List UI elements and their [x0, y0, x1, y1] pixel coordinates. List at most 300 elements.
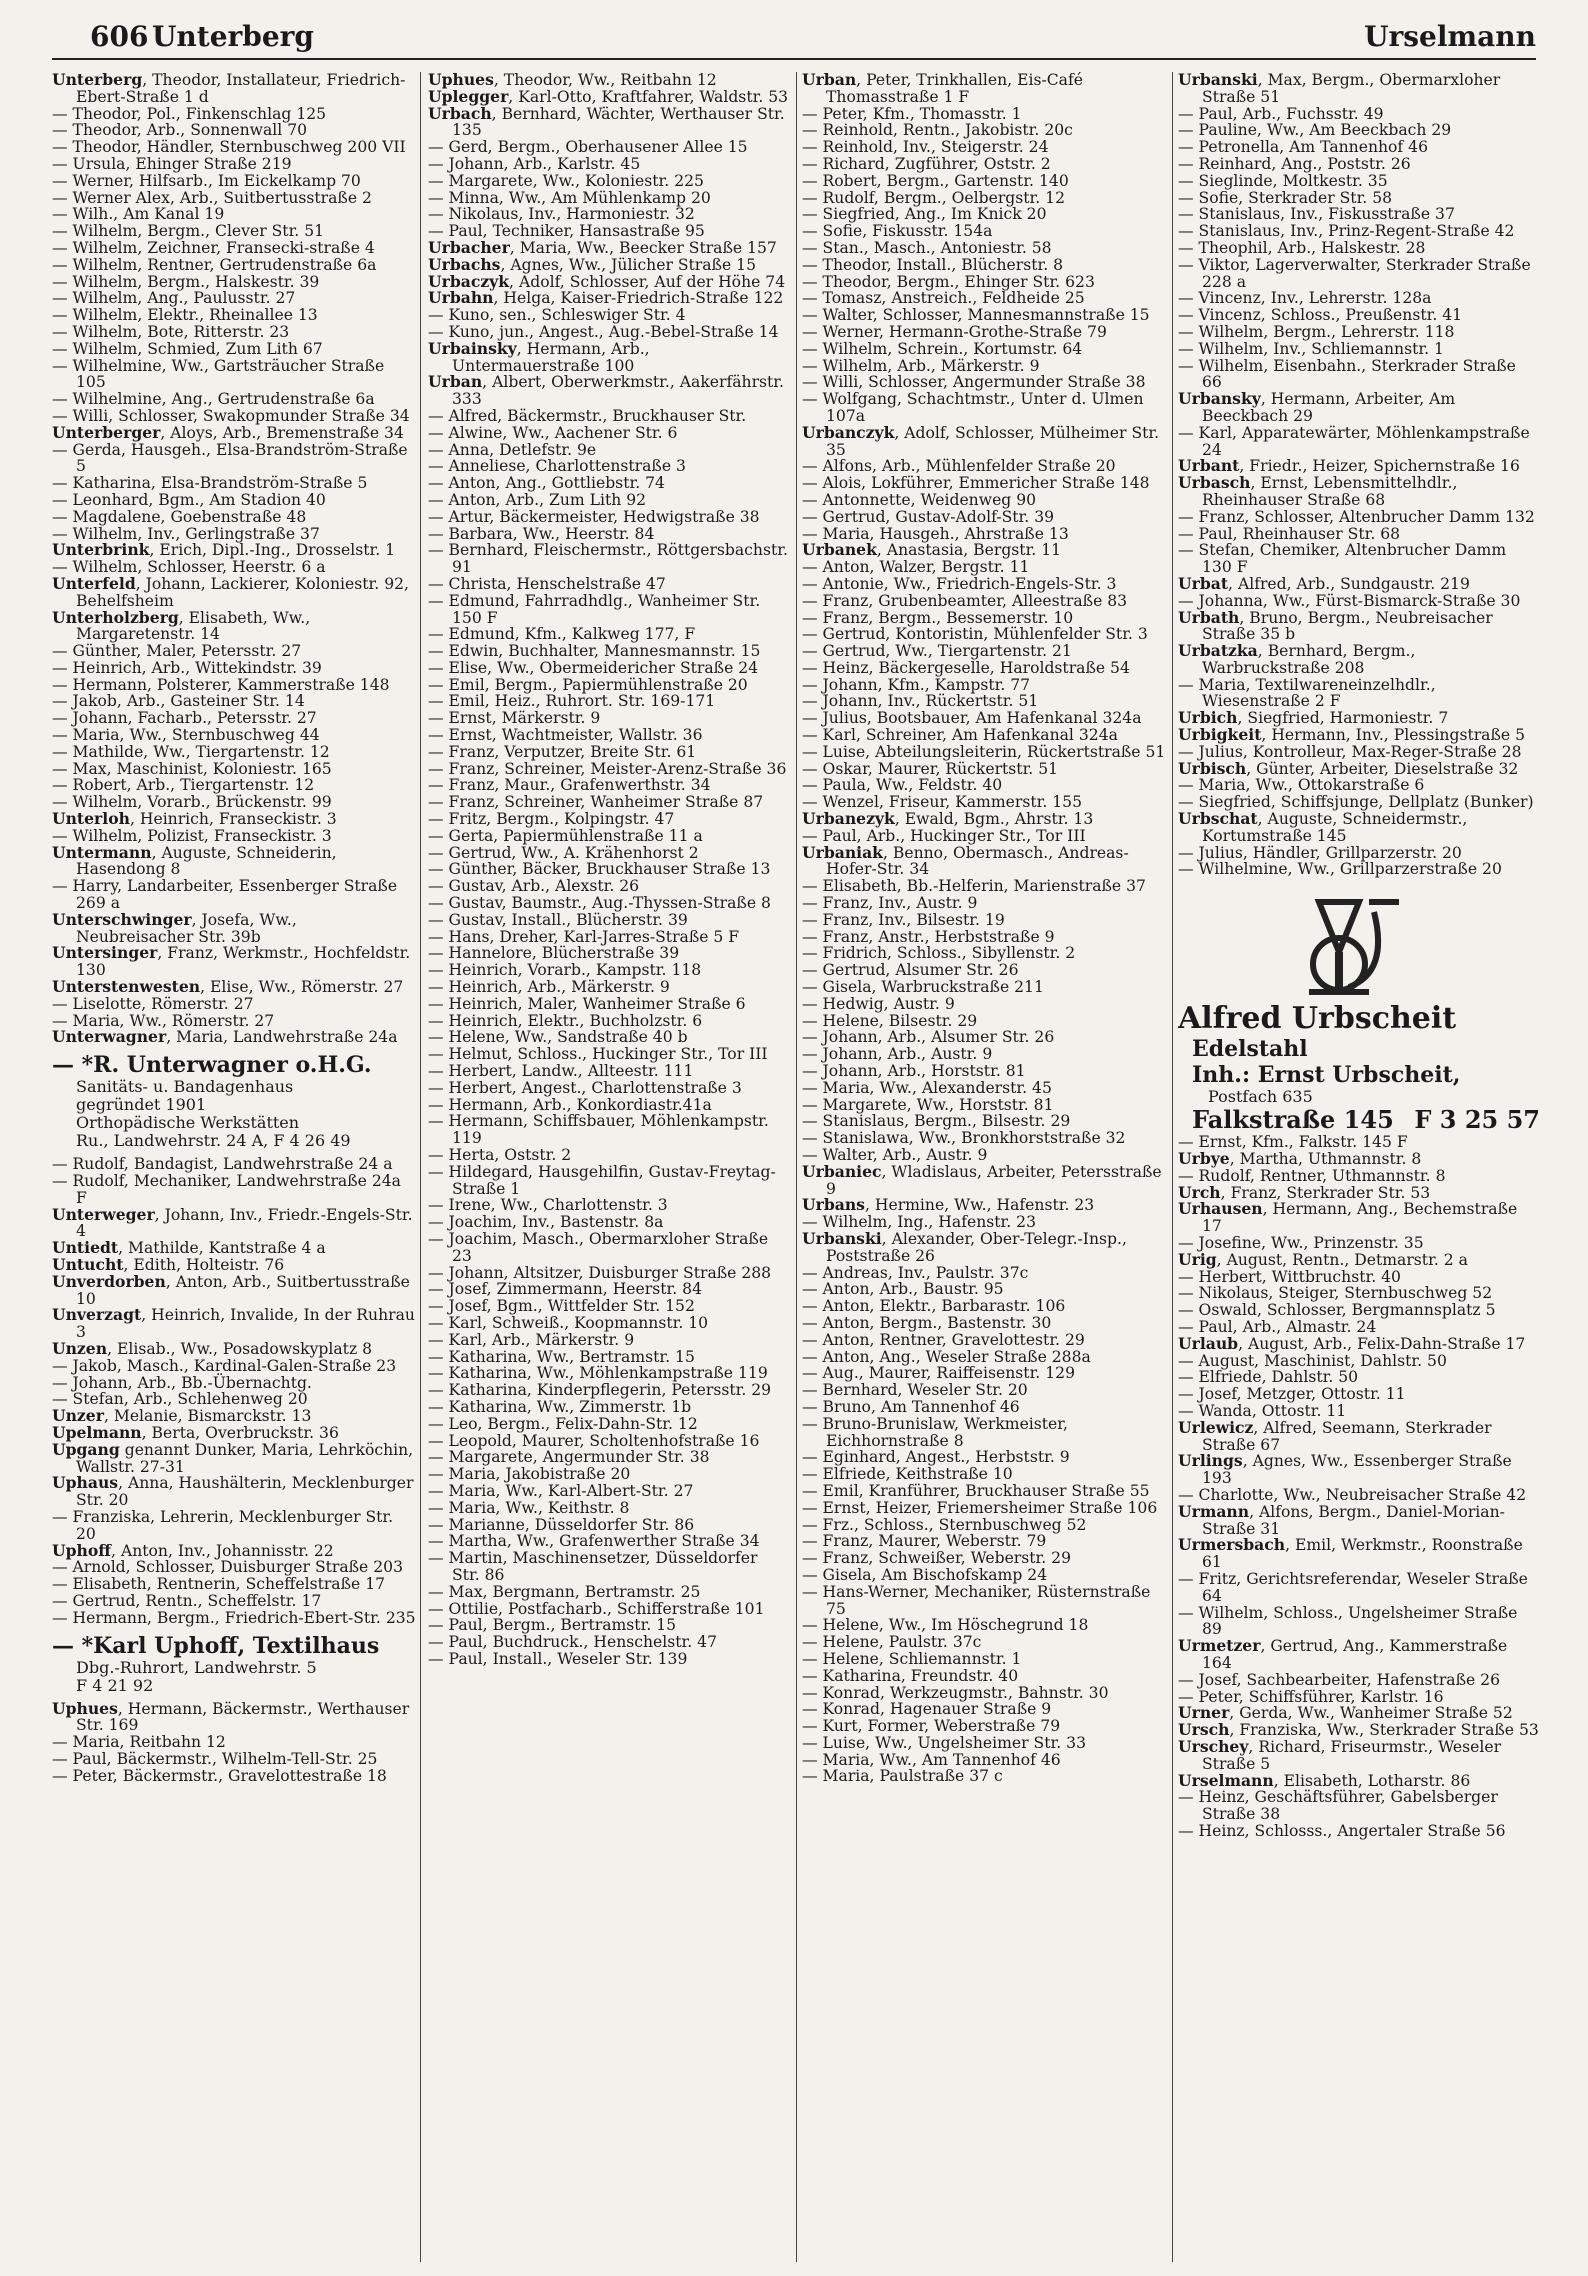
directory-entry: — Wilhelm, Bote, Ritterstr. 23	[52, 322, 290, 341]
directory-entry: — Mathilde, Ww., Tiergartenstr. 12	[52, 742, 330, 761]
directory-entry: — Elisabeth, Bb.-Helferin, Marienstraße 37	[802, 877, 1146, 896]
directory-entry: — Wilhelm, Eisenbahn., Sterkrader Straße 66	[1178, 356, 1516, 392]
directory-entry: — Helene, Schliemannstr. 1	[802, 1649, 1022, 1668]
directory-entry: — Günther, Maler, Petersstr. 27	[52, 642, 302, 661]
directory-entry: — Willi, Schlosser, Swakopmunder Straße 34	[52, 406, 410, 425]
directory-entry: — Alois, Lokführer, Emmericher Straße 148	[802, 474, 1150, 493]
directory-entry: — Pauline, Ww., Am Beeckbach 29	[1178, 121, 1452, 140]
directory-entry: — Emil, Kranführer, Bruckhauser Straße 55	[802, 1481, 1150, 1500]
directory-entry: — Franziska, Lehrerin, Mecklenburger Str. 20	[52, 1507, 394, 1543]
directory-entry: Upelmann, Berta, Overbruckstr. 36	[52, 1422, 339, 1442]
directory-entry: — Sofie, Sterkrader Str. 58	[1178, 188, 1393, 207]
directory-entry: — Kuno, sen., Schleswiger Str. 4	[428, 306, 686, 325]
directory-entry: Urmetzer, Gertrud, Ang., Kammerstraße 164	[1178, 1636, 1508, 1672]
directory-entry: — Gertrud, Rentn., Scheffelstr. 17	[52, 1591, 322, 1610]
directory-entry: — Sofie, Fiskusstr. 154a	[802, 222, 993, 241]
directory-entry: — Franz, Schweißer, Weberstr. 29	[802, 1549, 1072, 1568]
directory-entry: — Ernst, Märkerstr. 9	[428, 709, 601, 728]
directory-entry: — Herbert, Landw., Allteestr. 111	[428, 1062, 694, 1081]
header-first-name: Unterberg	[152, 20, 314, 53]
directory-entry: — Stanislaus, Inv., Fiskusstraße 37	[1178, 205, 1455, 224]
directory-entry: — Peter, Bäckermstr., Gravelottestraße 18	[52, 1766, 387, 1785]
advert-postbox: Postfach 635	[1208, 1087, 1313, 1107]
directory-entry: Urbachs, Agnes, Ww., Jülicher Straße 15	[428, 254, 757, 274]
directory-entry: Unterstenwesten, Elise, Ww., Römerstr. 27	[52, 977, 404, 997]
directory-entry: — Bernhard, Fleischermstr., Röttgersbachstr. 91	[428, 541, 788, 577]
directory-entry: Urbigkeit, Hermann, Inv., Plessingstraße 5	[1178, 725, 1525, 745]
directory-entry: — Ursula, Ehinger Straße 219	[52, 154, 292, 173]
directory-entry: — Helene, Ww., Sandstraße 40 b	[428, 1028, 688, 1047]
directory-entry: — Hermann, Polsterer, Kammerstraße 148	[52, 675, 390, 694]
directory-entry: — Heinrich, Arb., Wittekindstr. 39	[52, 658, 322, 677]
directory-entry: — Elfriede, Keithstraße 10	[802, 1465, 1013, 1484]
directory-entry: — Herta, Oststr. 2	[428, 1146, 572, 1164]
directory-entry: — Wilhelm, Bergm., Clever Str. 51	[52, 222, 325, 241]
directory-entry: — Luise, Ww., Ungelsheimer Str. 33	[802, 1733, 1086, 1752]
directory-entry: — Heinrich, Maler, Wanheimer Straße 6	[428, 994, 746, 1013]
directory-entry: Unterschwinger, Josefa, Ww., Neubreisacher Str. 39b	[52, 909, 297, 946]
directory-entry: — Gustav, Baumstr., Aug.-Thyssen-Straße 8	[428, 894, 771, 913]
directory-entry: Urbanski, Alexander, Ober-Telegr.-Insp., Poststraße 26	[802, 1228, 1127, 1265]
directory-entry: Urbanezyk, Ewald, Bgm., Ahrstr. 13	[802, 809, 1094, 829]
advert-company-name: Alfred Urbscheit	[1178, 1001, 1457, 1037]
directory-entry: — Franz, Schreiner, Meister-Arenz-Straße 36	[428, 759, 787, 778]
directory-entry: — Gertrud, Alsumer Str. 26	[802, 961, 1019, 980]
directory-entry: Urban, Albert, Oberwerkmstr., Aakerfährstr. 333	[428, 372, 784, 409]
directory-entry: — Alfons, Arb., Mühlenfelder Straße 20	[802, 457, 1116, 476]
directory-entry: — Oskar, Maurer, Rückertstr. 51	[802, 759, 1059, 778]
advert-line: gegründet 1901	[76, 1095, 207, 1115]
directory-entry: Urlaub, August, Arb., Felix-Dahn-Straße 17	[1178, 1333, 1526, 1353]
directory-entry: — Elise, Ww., Obermeidericher Straße 24	[428, 658, 759, 677]
directory-entry: — Katharina, Ww., Möhlenkampstraße 119	[428, 1364, 768, 1383]
page-header	[52, 14, 1536, 60]
directory-entry: — Maria, Hausgeh., Ahrstraße 13	[802, 524, 1069, 543]
directory-entry: — Theophil, Arb., Halskestr. 28	[1178, 238, 1426, 257]
directory-entry: Urbanek, Anastasia, Bergstr. 11	[802, 540, 1062, 560]
directory-entry: — Johann, Altsitzer, Duisburger Straße 288	[428, 1263, 772, 1282]
directory-entry: — Franz, Grubenbeamter, Alleestraße 83	[802, 591, 1128, 610]
directory-entry: Unterberger, Aloys, Arb., Bremenstraße 34	[52, 422, 404, 442]
column-rule	[1172, 72, 1173, 2262]
directory-entry: — Liselotte, Römerstr. 27	[52, 994, 254, 1013]
directory-entry: — Stanislawa, Ww., Bronkhorststraße 32	[802, 1129, 1126, 1148]
directory-entry: — Robert, Arb., Tiergartenstr. 12	[52, 776, 315, 795]
directory-entry: Urbaniak, Benno, Obermasch., Andreas-Hofer-Str. 34	[802, 842, 1129, 879]
directory-entry: Unverdorben, Anton, Arb., Suitbertusstraße 10	[52, 1271, 410, 1308]
directory-entry: — Josef, Sachbearbeiter, Hafenstraße 26	[1178, 1670, 1501, 1689]
directory-entry: — Kurt, Former, Weberstraße 79	[802, 1717, 1061, 1736]
directory-entry: — Franz, Verputzer, Breite Str. 61	[428, 742, 697, 761]
directory-entry: — Petronella, Am Tannenhof 46	[1178, 138, 1428, 157]
directory-entry: Urbatzka, Bernhard, Bergm., Warbruckstraße 208	[1178, 641, 1416, 677]
directory-entry: — Peter, Kfm., Thomasstr. 1	[802, 104, 1022, 123]
directory-entry: — Irene, Ww., Charlottenstr. 3	[428, 1196, 668, 1215]
column-3	[802, 72, 1166, 2262]
header-last-name: Urselmann	[1364, 20, 1536, 53]
directory-entry: — Harry, Landarbeiter, Essenberger Straße 269 a	[52, 877, 398, 913]
directory-entry: — Werner Alex, Arb., Suitbertusstraße 2	[52, 188, 372, 207]
directory-entry: — Elfriede, Dahlstr. 50	[1178, 1368, 1359, 1387]
directory-entry: Urbanski, Max, Bergm., Obermarxloher Straße 51	[1178, 72, 1501, 106]
advert-line: Ru., Landwehrstr. 24 A, F 4 26 49	[76, 1131, 351, 1151]
directory-entry: — Stefan, Arb., Schlehenweg 20	[52, 1390, 308, 1409]
directory-entry: — Stanislaus, Bergm., Bilsestr. 29	[802, 1112, 1071, 1131]
directory-entry: — Max, Maschinist, Koloniestr. 165	[52, 759, 332, 778]
directory-entry: — Maria, Ww., Karl-Albert-Str. 27	[428, 1481, 694, 1500]
directory-entry: Unterloh, Heinrich, Franseckistr. 3	[52, 809, 337, 829]
directory-entry: — Alwine, Ww., Aachener Str. 6	[428, 423, 678, 442]
directory-entry: — Leonhard, Bgm., Am Stadion 40	[52, 490, 326, 509]
directory-entry: — Franz, Inv., Austr. 9	[802, 894, 978, 913]
directory-entry: Uplegger, Karl-Otto, Kraftfahrer, Waldstr. 53	[428, 86, 789, 106]
directory-entry: — Jakob, Arb., Gasteiner Str. 14	[52, 692, 305, 711]
directory-entry: — Wilhelm, Rentner, Gertrudenstraße 6a	[52, 255, 377, 274]
directory-entry: — Theodor, Händler, Sternbuschweg 200 VII	[52, 138, 406, 157]
directory-entry: — Anna, Detlefstr. 9e	[428, 440, 597, 459]
directory-entry: — Martha, Ww., Grafenwerther Straße 34	[428, 1532, 760, 1551]
directory-entry: — Anton, Arb., Zum Lith 92	[428, 490, 647, 509]
directory-entry: — Joachim, Inv., Bastenstr. 8a	[428, 1213, 664, 1232]
directory-entry: — Willi, Schlosser, Angermunder Straße 38	[802, 373, 1146, 392]
advert-address: Falkstraße 145	[1192, 1105, 1394, 1135]
directory-entry: — Christa, Henschelstraße 47	[428, 574, 666, 593]
directory-entry: — Gisela, Am Bischofskamp 24	[802, 1565, 1048, 1584]
directory-entry: — Werner, Hilfsarb., Im Eickelkamp 70	[52, 171, 361, 190]
directory-entry: — Rudolf, Bandagist, Landwehrstraße 24 a	[52, 1155, 393, 1174]
directory-entry: Urner, Gerda, Ww., Wanheimer Straße 52	[1178, 1703, 1513, 1723]
directory-entry: — Konrad, Hagenauer Straße 9	[802, 1700, 1052, 1719]
directory-entry: — Heinz, Bäckergeselle, Haroldstraße 54	[802, 658, 1130, 677]
directory-entry: — Paula, Ww., Feldstr. 40	[802, 776, 1003, 795]
directory-entry: — Gertrud, Gustav-Adolf-Str. 39	[802, 507, 1055, 526]
directory-entry: — Johann, Kfm., Kampstr. 77	[802, 675, 1031, 694]
directory-entry: — Wilhelmine, Ww., Grillparzerstraße 20	[1178, 860, 1502, 879]
directory-entry: — Bernhard, Weseler Str. 20	[802, 1381, 1028, 1400]
directory-entry: — Frz., Schloss., Sternbuschweg 52	[802, 1515, 1087, 1534]
directory-entry: — Konrad, Werkzeugmstr., Bahnstr. 30	[802, 1683, 1109, 1702]
directory-entry: — Walter, Arb., Austr. 9	[802, 1146, 988, 1164]
directory-entry: — Fridrich, Schloss., Sibyllenstr. 2	[802, 944, 1076, 963]
directory-entry: — Helene, Bilsestr. 29	[802, 1011, 978, 1030]
directory-entry: — Helmut, Schloss., Huckinger Str., Tor III	[428, 1045, 768, 1064]
directory-entry: — Reinhold, Rentn., Jakobistr. 20c	[802, 121, 1073, 140]
directory-entry: Unzer, Melanie, Bismarckstr. 13	[52, 1406, 312, 1426]
directory-entry: — Viktor, Lagerverwalter, Sterkrader Straße 228 a	[1178, 255, 1531, 291]
directory-entry: — Josefine, Ww., Prinzenstr. 35	[1178, 1234, 1424, 1253]
directory-entry: — Franz, Schlosser, Altenbrucher Damm 132	[1178, 507, 1535, 526]
directory-entry: — Wilhelm, Bergm., Lehrerstr. 118	[1178, 322, 1455, 341]
advert-name: — *Karl Uphoff, Textilhaus	[52, 1632, 380, 1659]
directory-entry: — Ernst, Wachtmeister, Wallstr. 36	[428, 726, 703, 745]
directory-entry: — Anneliese, Charlottenstraße 3	[428, 457, 686, 476]
directory-entry: — Gerd, Bergm., Oberhausener Allee 15	[428, 138, 748, 157]
directory-entry: — Marianne, Düsseldorfer Str. 86	[428, 1515, 695, 1534]
directory-entry: Urbat, Alfred, Arb., Sundgaustr. 219	[1178, 573, 1470, 593]
directory-entry: — Gerda, Hausgeh., Elsa-Brandström-Straße 5	[52, 440, 408, 476]
directory-entry: — Karl, Schreiner, Am Hafenkanal 324a	[802, 726, 1118, 745]
directory-entry: Urbacher, Maria, Ww., Beecker Straße 157	[428, 237, 777, 257]
directory-entry: — Jakob, Masch., Kardinal-Galen-Straße 23	[52, 1356, 397, 1375]
directory-entry: — Minna, Ww., Am Mühlenkamp 20	[428, 188, 711, 207]
directory-entry: — Siegfried, Ang., Im Knick 20	[802, 205, 1047, 224]
directory-entry: Urbaczyk, Adolf, Schlosser, Auf der Höhe 74	[428, 271, 786, 291]
directory-entry: — Wilhelm, Zeichner, Fransecki-straße 4	[52, 238, 375, 257]
directory-entry: — Werner, Hermann-Grothe-Straße 79	[802, 322, 1107, 341]
directory-entry: — Sieglinde, Moltkestr. 35	[1178, 171, 1388, 190]
directory-entry: — August, Maschinist, Dahlstr. 50	[1178, 1351, 1447, 1370]
directory-entry: — Hildegard, Hausgehilfin, Gustav-Freytag-Straße 1	[428, 1162, 776, 1198]
directory-entry: Unterberg, Theodor, Installateur, Friedrich-Ebert-Straße 1 d	[52, 72, 406, 106]
directory-entry: — Paul, Bäckermstr., Wilhelm-Tell-Str. 25	[52, 1749, 378, 1768]
directory-entry: Urbach, Bernhard, Wächter, Werthauser Str. 135	[428, 103, 785, 140]
directory-entry: — Wilhelm, Bergm., Halskestr. 39	[52, 272, 320, 291]
directory-entry: — Aug., Maurer, Raiffeisenstr. 129	[802, 1364, 1075, 1383]
directory-entry: Unzen, Elisab., Ww., Posadowskyplatz 8	[52, 1338, 373, 1358]
directory-entry: — Margarete, Angermunder Str. 38	[428, 1448, 710, 1467]
directory-entry: — Theodor, Pol., Finkenschlag 125	[52, 104, 327, 123]
directory-entry: — Franz, Maurer, Weberstr. 79	[802, 1532, 1047, 1551]
directory-entry: — Nikolaus, Inv., Harmoniestr. 32	[428, 205, 695, 224]
directory-entry: Unterbrink, Erich, Dipl.-Ing., Drosselstr. 1	[52, 540, 396, 560]
directory-entry: — Johann, Arb., Bb.-Übernachtg.	[52, 1373, 312, 1392]
directory-entry: — Theodor, Install., Blücherstr. 8	[802, 255, 1064, 274]
directory-entry: — Johanna, Ww., Fürst-Bismarck-Straße 30	[1178, 591, 1521, 610]
directory-entry: — Maria, Jakobistraße 20	[428, 1465, 631, 1484]
directory-entry: — Paul, Install., Weseler Str. 139	[428, 1649, 688, 1668]
directory-entry: Urmann, Alfons, Bergm., Daniel-Morian-Straße 31	[1178, 1501, 1505, 1538]
directory-entry: — Wilhelm, Polizist, Franseckistr. 3	[52, 826, 332, 845]
directory-entry: Urhausen, Hermann, Ang., Bechemstraße 17	[1178, 1199, 1518, 1236]
directory-entry: — Julius, Kontrolleur, Max-Reger-Straße 28	[1178, 742, 1522, 761]
directory-entry: — Hedwig, Austr. 9	[802, 994, 955, 1013]
directory-entry: — Artur, Bäckermeister, Hedwigstraße 38	[428, 507, 760, 526]
directory-entry: Ursch, Franziska, Ww., Sterkrader Straße 53	[1178, 1720, 1539, 1740]
directory-entry: — Wilhelmine, Ang., Gertrudenstraße 6a	[52, 390, 375, 409]
advert-line: Sanitäts- u. Bandagenhaus	[76, 1077, 294, 1097]
directory-entry: — Franz, Maur., Grafenwerthstr. 34	[428, 776, 711, 795]
directory-entry: — Karl, Schweiß., Koopmannstr. 10	[428, 1313, 709, 1332]
directory-entry: — Arnold, Schlosser, Duisburger Straße 203	[52, 1558, 404, 1577]
directory-entry: — Karl, Apparatewärter, Möhlenkampstraße 24	[1178, 423, 1530, 459]
directory-entry: — Wanda, Ottostr. 11	[1178, 1402, 1347, 1420]
directory-entry: — Elisabeth, Rentnerin, Scheffelstraße 17	[52, 1575, 386, 1594]
directory-entry: — Charlotte, Ww., Neubreisacher Straße 42	[1178, 1485, 1527, 1504]
directory-entry: — Anton, Rentner, Gravelottestr. 29	[802, 1330, 1085, 1349]
directory-entry: Urbanczyk, Adolf, Schlosser, Mülheimer Str. 35	[802, 422, 1160, 459]
directory-entry: — Franz, Anstr., Herbststraße 9	[802, 927, 1055, 946]
directory-entry: Urbasch, Ernst, Lebensmittelhdlr., Rheinhauser Straße 68	[1178, 473, 1458, 509]
directory-entry: Urmersbach, Emil, Werkmstr., Roonstraße 61	[1178, 1535, 1523, 1572]
directory-entry: Urbisch, Günter, Arbeiter, Dieselstraße 32	[1178, 758, 1519, 778]
directory-entry: — Wilhelm, Ang., Paulusstr. 27	[52, 289, 296, 308]
directory-entry: — Gertrud, Kontoristin, Mühlenfelder Str. 3	[802, 625, 1148, 644]
directory-entry: Urbaniec, Wladislaus, Arbeiter, Petersstraße 9	[802, 1161, 1162, 1198]
directory-entry: — Robert, Bergm., Gartenstr. 140	[802, 171, 1069, 190]
directory-entry: — Rudolf, Bergm., Oelbergstr. 12	[802, 188, 1066, 207]
advert-name: — *R. Unterwagner o.H.G.	[52, 1052, 372, 1079]
directory-entry: — Anton, Elektr., Barbarastr. 106	[802, 1297, 1066, 1316]
directory-entry: Urbath, Bruno, Bergm., Neubreisacher Straße 35 b	[1178, 607, 1493, 644]
directory-entry: — Gertrud, Ww., A. Krähenhorst 2	[428, 843, 699, 862]
directory-entry: Urlewicz, Alfred, Seemann, Sterkrader Straße 67	[1178, 1417, 1492, 1454]
directory-entry: — Heinz, Schlosss., Angertaler Straße 56	[1178, 1821, 1506, 1840]
directory-entry: — Hermann, Schiffsbauer, Möhlenkampstr. 119	[428, 1112, 769, 1148]
directory-entry: — Johann, Arb., Karlstr. 45	[428, 154, 641, 173]
directory-entry: — Paul, Techniker, Hansastraße 95	[428, 222, 705, 241]
directory-entry: — Oswald, Schlosser, Bergmannsplatz 5	[1178, 1301, 1496, 1320]
directory-entry: — Margarete, Ww., Horststr. 81	[802, 1095, 1054, 1114]
directory-entry: — Franz, Bergm., Bessemerstr. 10	[802, 608, 1074, 627]
directory-entry: — Stanislaus, Inv., Prinz-Regent-Straße 42	[1178, 222, 1515, 241]
directory-entry: — Ernst, Kfm., Falkstr. 145 F	[1178, 1133, 1408, 1152]
directory-entry: — Max, Bergmann, Bertramstr. 25	[428, 1582, 701, 1601]
directory-entry: — Wilhelm, Schmied, Zum Lith 67	[52, 339, 323, 358]
directory-entry: Urig, August, Rentn., Detmarstr. 2 a	[1178, 1249, 1468, 1269]
directory-entry: — Wilhelm, Elektr., Rheinallee 13	[52, 306, 318, 325]
directory-entry: Urbye, Martha, Uthmannstr. 8	[1178, 1149, 1422, 1169]
directory-entry: — Herbert, Wittbruchstr. 40	[1178, 1267, 1401, 1286]
directory-entry: — Andreas, Inv., Paulstr. 37c	[802, 1263, 1029, 1282]
directory-entry: — Magdalene, Goebenstraße 48	[52, 507, 307, 526]
directory-entry: — Walter, Schlosser, Mannesmannstraße 15	[802, 306, 1150, 325]
directory-entry: — Luise, Abteilungsleiterin, Rückertstraße 51	[802, 742, 1166, 761]
directory-entry: — Anton, Ang., Weseler Straße 288a	[802, 1347, 1091, 1366]
directory-entry: — Nikolaus, Steiger, Sternbuschweg 52	[1178, 1284, 1493, 1303]
directory-entry: — Alfred, Bäckermstr., Bruckhauser Str.	[428, 406, 747, 425]
directory-entry: — Rudolf, Mechaniker, Landwehrstraße 24a F	[52, 1172, 401, 1207]
directory-entry: — Kuno, jun., Angest., Aug.-Bebel-Straße 14	[428, 322, 779, 341]
directory-entry: — Franz, Schreiner, Wanheimer Straße 87	[428, 793, 764, 812]
directory-entry: — Hermann, Bergm., Friedrich-Ebert-Str. 235	[52, 1608, 416, 1627]
directory-entry: — Maria, Reitbahn 12	[52, 1733, 226, 1752]
directory-entry: — Edmund, Kfm., Kalkweg 177, F	[428, 625, 696, 644]
directory-entry: — Maria, Ww., Sternbuschweg 44	[52, 726, 320, 745]
directory-entry: Urch, Franz, Sterkrader Str. 53	[1178, 1182, 1431, 1202]
directory-entry: — Katharina, Elsa-Brandström-Straße 5	[52, 474, 368, 493]
directory-entry: — Julius, Bootsbauer, Am Hafenkanal 324a	[802, 709, 1142, 728]
directory-entry: — Wilhelm, Inv., Gerlingstraße 37	[52, 524, 320, 543]
directory-entry: — Wilhelm, Schlosser, Heerstr. 6 a	[52, 558, 326, 577]
directory-entry: — Anton, Ang., Gottliebstr. 74	[428, 474, 665, 493]
directory-entry: — Wilhelm, Ing., Hafenstr. 23	[802, 1213, 1036, 1232]
column-4	[1178, 72, 1540, 2262]
directory-entry: — Antonnette, Weidenweg 90	[802, 490, 1037, 509]
directory-entry: — Helene, Paulstr. 37c	[802, 1633, 982, 1652]
directory-entry: — Reinhold, Inv., Steigerstr. 24	[802, 138, 1049, 157]
directory-entry: — Herbert, Angest., Charlottenstraße 3	[428, 1078, 742, 1097]
directory-entry: — Wilhelm, Inv., Schliemannstr. 1	[1178, 339, 1444, 358]
directory-entry: — Anton, Arb., Baustr. 95	[802, 1280, 1004, 1299]
directory-entry: — Bruno-Brunislaw, Werkmeister, Eichhornstraße 8	[802, 1414, 1068, 1450]
directory-entry: — Helene, Ww., Im Höschegrund 18	[802, 1616, 1089, 1635]
directory-entry: Urbich, Siegfried, Harmoniestr. 7	[1178, 708, 1449, 728]
directory-entry: — Paul, Arb., Almastr. 24	[1178, 1318, 1377, 1337]
directory-entry: Untersinger, Franz, Werkmstr., Hochfeldstr. 130	[52, 943, 411, 980]
advert-line: Dbg.-Ruhrort, Landwehrstr. 5	[76, 1657, 317, 1677]
directory-entry: — Stan., Masch., Antoniestr. 58	[802, 238, 1052, 257]
directory-entry: — Wilhelm, Vorarb., Brückenstr. 99	[52, 793, 332, 812]
directory-entry: — Stefan, Chemiker, Altenbrucher Damm 130 F	[1178, 541, 1507, 577]
directory-entry: — Josef, Zimmermann, Heerstr. 84	[428, 1280, 702, 1299]
directory-entry: — Eginhard, Angest., Herbststr. 9	[802, 1448, 1070, 1467]
directory-entry: — Maria, Ww., Römerstr. 27	[52, 1011, 275, 1030]
column-rule	[796, 72, 797, 2262]
directory-entry: — Wilhelm, Arb., Märkerstr. 9	[802, 356, 1040, 375]
directory-entry: — Gustav, Arb., Alexstr. 26	[428, 877, 640, 896]
directory-entry: — Johann, Facharb., Petersstr. 27	[52, 709, 317, 728]
directory-entry: Urlings, Agnes, Ww., Essenberger Straße 193	[1178, 1451, 1512, 1488]
directory-entry: — Leopold, Maurer, Scholtenhofstraße 16	[428, 1431, 760, 1450]
directory-entry: — Josef, Bgm., Wittfelder Str. 152	[428, 1297, 695, 1316]
directory-entry: — Siegfried, Schiffsjunge, Dellplatz (Bunker)	[1178, 793, 1534, 812]
directory-entry: — Gerta, Papiermühlenstraße 11 a	[428, 826, 703, 845]
directory-entry: — Heinrich, Elektr., Buchholzstr. 6	[428, 1011, 703, 1030]
directory-entry: — Maria, Ww., Keithstr. 8	[428, 1498, 630, 1517]
directory-entry: Unverzagt, Heinrich, Invalide, In der Ruhrau 3	[52, 1305, 415, 1342]
directory-entry: — Gertrud, Ww., Tiergartenstr. 21	[802, 642, 1072, 661]
directory-entry: — Reinhard, Ang., Poststr. 26	[1178, 154, 1411, 173]
directory-entry: Upgang genannt Dunker, Maria, Lehrköchin, Wallstr. 27-31	[52, 1439, 414, 1476]
directory-entry: — Katharina, Ww., Bertramstr. 15	[428, 1347, 695, 1366]
column-1	[52, 72, 416, 2262]
column-2	[428, 72, 790, 2262]
directory-entry: — Hannelore, Blücherstraße 39	[428, 944, 680, 963]
directory-entry: — Maria, Ww., Am Tannenhof 46	[802, 1750, 1061, 1769]
directory-entry: — Rudolf, Rentner, Uthmannstr. 8	[1178, 1166, 1446, 1185]
directory-entry: — Johann, Arb., Alsumer Str. 26	[802, 1028, 1055, 1047]
au-monogram-logo	[1279, 892, 1439, 1002]
directory-entry: — Julius, Händler, Grillparzerstr. 20	[1178, 843, 1462, 862]
directory-entry: — Heinrich, Vorarb., Kampstr. 118	[428, 961, 702, 980]
directory-entry: Urschey, Richard, Friseurmstr., Weseler Straße 5	[1178, 1736, 1502, 1773]
directory-entry: — Hermann, Arb., Konkordiastr.41a	[428, 1095, 712, 1114]
directory-entry: — Johann, Arb., Horststr. 81	[802, 1062, 1026, 1081]
urbscheit-advert	[1178, 892, 1540, 1134]
directory-entry: Unterholzberg, Elisabeth, Ww., Margaretenstr. 14	[52, 607, 311, 644]
directory-entry: — Emil, Heiz., Ruhrort. Str. 169-171	[428, 692, 716, 711]
directory-entry: — Martin, Maschinensetzer, Düsseldorfer Str. 86	[428, 1549, 758, 1584]
directory-entry: — Vincenz, Inv., Lehrerstr. 128a	[1178, 289, 1432, 308]
directory-entry: — Katharina, Freundstr. 40	[802, 1666, 1019, 1685]
directory-entry: — Josef, Metzger, Ottostr. 11	[1178, 1385, 1406, 1404]
directory-entry: Unterwagner, Maria, Landwehrstraße 24a	[52, 1027, 398, 1047]
directory-entry: — Wenzel, Friseur, Kammerstr. 155	[802, 793, 1083, 812]
directory-entry: — Leo, Bergm., Felix-Dahn-Str. 12	[428, 1414, 698, 1433]
directory-entry: Uphoff, Anton, Inv., Johannisstr. 22	[52, 1540, 334, 1560]
directory-entry: — Paul, Arb., Huckinger Str., Tor III	[802, 826, 1086, 845]
directory-entry: — Edwin, Buchhalter, Mannesmannstr. 15	[428, 642, 761, 661]
directory-entry: — Ernst, Heizer, Friemersheimer Straße 106	[802, 1498, 1158, 1517]
directory-entry: Urban, Peter, Trinkhallen, Eis-Café Thomasstraße 1 F	[802, 72, 1083, 106]
directory-entry: Unterfeld, Johann, Lackierer, Koloniestr. 92, Behelfsheim	[52, 573, 409, 610]
advert-line: Orthopädische Werkstätten	[76, 1113, 300, 1133]
directory-entry: Urbansky, Hermann, Arbeiter, Am Beeckbach 29	[1178, 389, 1456, 425]
directory-entry: — Maria, Paulstraße 37 c	[802, 1767, 1003, 1786]
directory-entry: Urbainsky, Hermann, Arb., Untermauerstraße 100	[428, 338, 650, 375]
directory-entry: Unterweger, Johann, Inv., Friedr.-Engels-Str. 4	[52, 1204, 413, 1241]
directory-entry: — Hans-Werner, Mechaniker, Rüsternstraße 75	[802, 1582, 1151, 1618]
directory-entry: — Fritz, Gerichtsreferendar, Weseler Straße 64	[1178, 1569, 1528, 1605]
directory-entry: — Gisela, Warbruckstraße 211	[802, 978, 1044, 997]
directory-entry: — Maria, Textilwareneinzelhdlr., Wiesenstraße 2 F	[1178, 675, 1436, 711]
directory-entry: — Paul, Rheinhauser Str. 68	[1178, 524, 1401, 543]
directory-entry: — Gustav, Install., Blücherstr. 39	[428, 910, 688, 929]
directory-entry: — Emil, Bergm., Papiermühlenstraße 20	[428, 675, 748, 694]
directory-entry: Urbans, Hermine, Ww., Hafenstr. 23	[802, 1195, 1095, 1215]
directory-entry: — Theodor, Bergm., Ehinger Str. 623	[802, 272, 1095, 291]
directory-entry: Uphaus, Anna, Haushälterin, Mecklenburger Str. 20	[52, 1473, 414, 1510]
